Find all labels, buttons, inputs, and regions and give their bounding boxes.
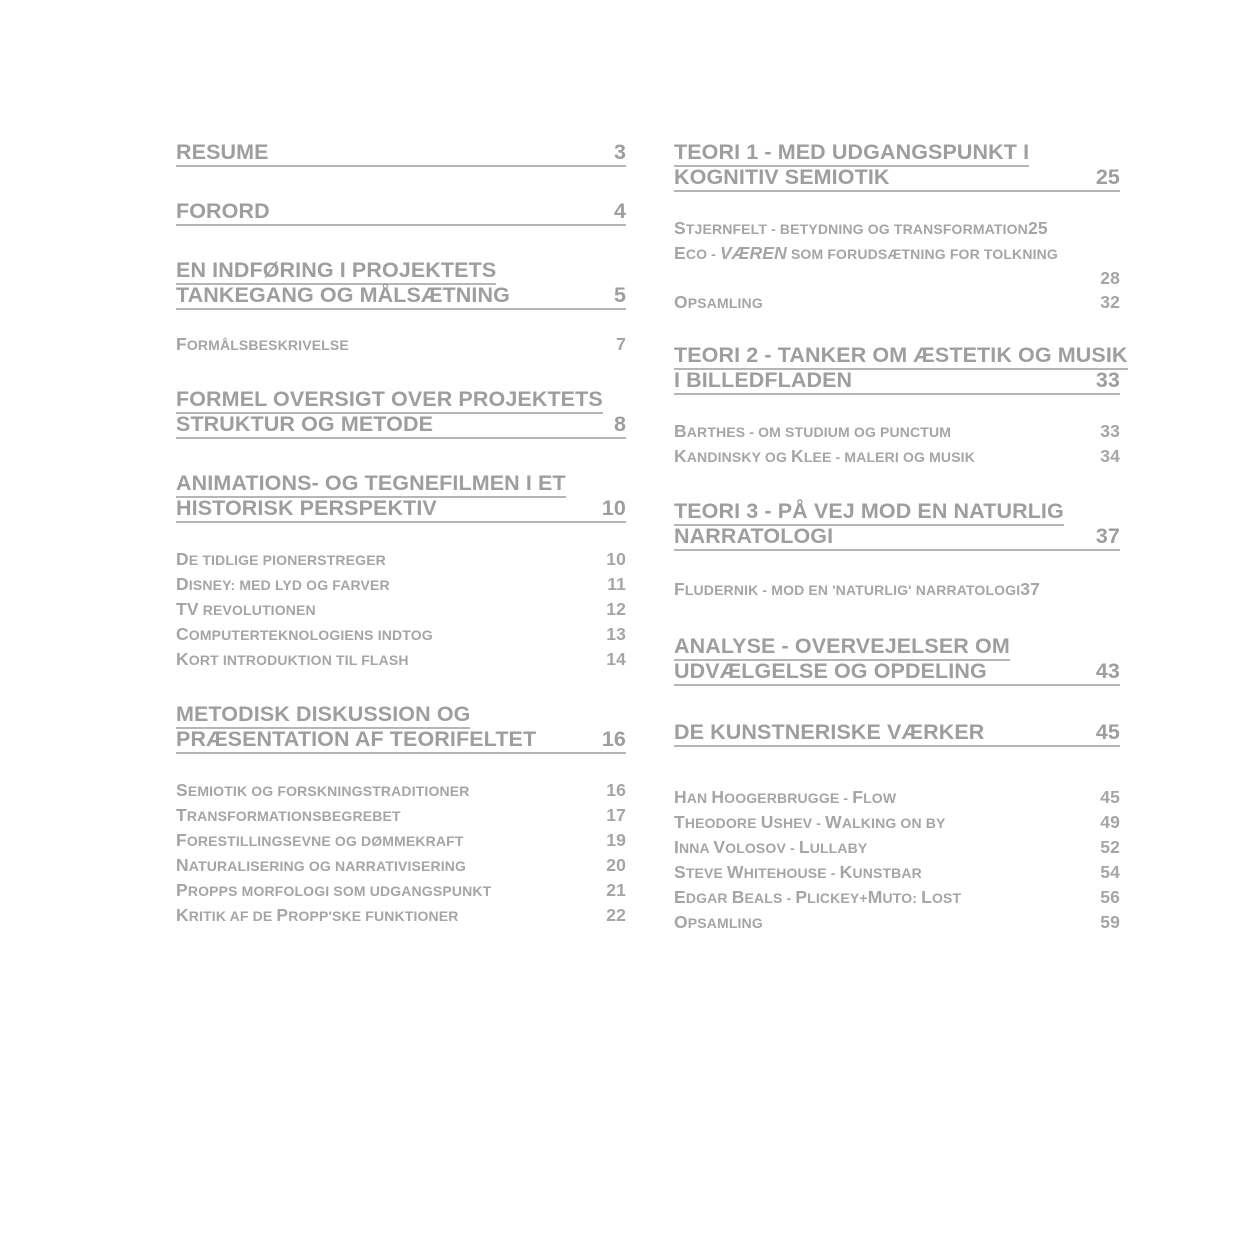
toc-entry-title: FLUDERNIK - MOD EN 'NATURLIG' NARRATOLOGI <box>674 579 1021 599</box>
toc-entry-title: OPSAMLING <box>674 292 763 312</box>
toc-entry-title: FORMÅLSBESKRIVELSE <box>176 334 349 354</box>
toc-entry-title-line2: PRÆSENTATION AF TEORIFELTET <box>176 727 537 751</box>
toc-entry-level2[interactable] <box>674 290 1120 315</box>
toc-entry-title-line1: METODISK DISKUSSION OG <box>176 702 470 729</box>
toc-entry-page: 34 <box>1100 446 1120 466</box>
toc-entry-level1[interactable] <box>674 720 1120 747</box>
toc-entry-title-line2: NARRATOLOGI <box>674 524 834 548</box>
toc-entry-title-line1: ANIMATIONS- OG TEGNEFILMEN I ET <box>176 471 566 498</box>
toc-entry-page: 37 <box>1020 579 1041 599</box>
toc-entry-level2[interactable] <box>176 878 626 903</box>
toc-entry-level2[interactable] <box>674 216 1120 241</box>
toc-entry-title: BARTHES - OM STUDIUM OG PUNCTUM <box>674 421 952 441</box>
toc-entry-page: 13 <box>606 624 626 644</box>
toc-entry-page: 45 <box>1100 787 1120 807</box>
toc-entry-title: KORT INTRODUKTION TIL FLASH <box>176 649 409 669</box>
toc-subentry-group <box>176 778 626 928</box>
toc-entry-level2[interactable] <box>674 444 1120 469</box>
toc-entry-title: STJERNFELT - BETYDNING OG TRANSFORMATION <box>674 218 1028 238</box>
toc-entry-title-line1: ANALYSE - OVERVEJELSER OM <box>674 634 1010 661</box>
toc-entry-page: 10 <box>606 549 626 569</box>
toc-entry-title-line2: TANKEGANG OG MÅLSÆTNING <box>176 283 510 307</box>
toc-entry-page: 25 <box>1027 218 1048 238</box>
toc-subentry-group <box>674 216 1120 315</box>
toc-entry-level1[interactable] <box>176 140 626 167</box>
toc-entry-title: PROPPS MORFOLOGI SOM UDGANGSPUNKT <box>176 880 492 900</box>
toc-subentry-group <box>674 785 1120 935</box>
toc-subentry-group <box>176 547 626 672</box>
toc-entry-page: 52 <box>1100 837 1120 857</box>
toc-entry-page: 22 <box>606 905 626 925</box>
toc-entry-page: 49 <box>1100 812 1120 832</box>
toc-entry-level2[interactable] <box>674 860 1120 885</box>
toc-entry-page: 16 <box>601 727 626 751</box>
toc-entry-title: TV REVOLUTIONEN <box>176 599 316 619</box>
toc-entry-title: STEVE WHITEHOUSE - KUNSTBAR <box>674 862 922 882</box>
toc-entry-page: 28 <box>1100 268 1120 288</box>
toc-entry-title: NATURALISERING OG NARRATIVISERING <box>176 855 467 875</box>
toc-entry-level2[interactable] <box>176 803 626 828</box>
toc-entry-page: 54 <box>1100 862 1120 882</box>
toc-entry-level2[interactable] <box>176 622 626 647</box>
toc-entry-title: DE KUNSTNERISKE VÆRKER <box>674 720 985 744</box>
toc-entry-page: 59 <box>1100 912 1120 932</box>
toc-entry-title: TRANSFORMATIONSBEGREBET <box>176 805 401 825</box>
toc-column-right <box>674 140 1128 935</box>
toc-entry-page: 19 <box>606 830 626 850</box>
toc-entry-level2[interactable] <box>674 419 1120 444</box>
toc-entry-level2[interactable] <box>176 572 626 597</box>
toc-entry-title: SEMIOTIK OG FORSKNINGSTRADITIONER <box>176 780 470 800</box>
toc-entry-title: OPSAMLING <box>674 912 763 932</box>
toc-entry-level2[interactable] <box>674 810 1120 835</box>
toc-column-left <box>176 140 626 928</box>
toc-entry-page: 56 <box>1100 887 1120 907</box>
toc-entry-title: RESUME <box>176 140 269 164</box>
toc-entry-title-line1: FORMEL OVERSIGT OVER PROJEKTETS <box>176 387 603 414</box>
toc-entry-level1[interactable] <box>674 499 1120 551</box>
toc-entry-level1[interactable] <box>674 343 1128 395</box>
toc-entry-title: FORESTILLINGSEVNE OG DØMMEKRAFT <box>176 830 464 850</box>
toc-entry-title-line1: TEORI 2 - TANKER OM ÆSTETIK OG MUSIK <box>674 343 1128 370</box>
toc-entry-title: EDGAR BEALS - PLICKEY+MUTO: LOST <box>674 887 962 907</box>
toc-entry-page: 32 <box>1100 292 1120 312</box>
toc-entry-title-line2: UDVÆLGELSE OG OPDELING <box>674 659 987 683</box>
toc-entry-level1[interactable] <box>176 199 626 226</box>
toc-entry-page: 5 <box>613 283 626 307</box>
toc-entry-title: DE TIDLIGE PIONERSTREGER <box>176 549 386 569</box>
toc-entry-title-line2: KOGNITIV SEMIOTIK <box>674 165 890 189</box>
toc-entry-page: 12 <box>606 599 626 619</box>
toc-entry-level2[interactable] <box>176 547 626 572</box>
toc-entry-level2[interactable] <box>176 647 626 672</box>
toc-entry-page: 16 <box>606 780 626 800</box>
toc-entry-page: 43 <box>1095 659 1120 683</box>
toc-entry-title: ECO - VÆREN SOM FORUDSÆTNING FOR TOLKNING <box>674 243 1058 263</box>
toc-entry-level2[interactable] <box>176 903 626 928</box>
toc-entry-title-line1: TEORI 3 - PÅ VEJ MOD EN NATURLIG <box>674 499 1064 526</box>
toc-entry-page: 33 <box>1095 368 1120 392</box>
toc-columns <box>0 140 1240 935</box>
toc-entry-level1[interactable] <box>674 140 1120 192</box>
toc-entry-page: 11 <box>607 574 626 594</box>
toc-entry-title-line2: HISTORISK PERSPEKTIV <box>176 496 437 520</box>
toc-entry-title: KRITIK AF DE PROPP'SKE FUNKTIONER <box>176 905 459 925</box>
toc-entry-level2[interactable] <box>176 332 626 357</box>
toc-entry-title-line2: I BILLEDFLADEN <box>674 368 853 392</box>
toc-entry-level1[interactable] <box>176 471 626 523</box>
toc-entry-title: COMPUTERTEKNOLOGIENS INDTOG <box>176 624 433 644</box>
toc-entry-page: 8 <box>613 412 626 436</box>
toc-entry-title: DISNEY: MED LYD OG FARVER <box>176 574 390 594</box>
toc-entry-page: 20 <box>606 855 626 875</box>
toc-entry-title: FORORD <box>176 199 270 223</box>
toc-subentry-group <box>674 419 1120 469</box>
toc-entry-page: 4 <box>613 199 626 223</box>
toc-entry-page: 25 <box>1095 165 1120 189</box>
toc-entry-title-line1: TEORI 1 - MED UDGANGSPUNKT I <box>674 140 1029 167</box>
toc-entry-page: 21 <box>606 880 626 900</box>
toc-entry-title: HAN HOOGERBRUGGE - FLOW <box>674 787 897 807</box>
toc-entry-level2[interactable] <box>674 885 1120 910</box>
toc-entry-level2[interactable] <box>674 910 1120 935</box>
toc-entry-title: INNA VOLOSOV - LULLABY <box>674 837 868 857</box>
toc-entry-level2[interactable] <box>674 785 1120 810</box>
toc-entry-level2[interactable] <box>176 778 626 803</box>
toc-entry-level2[interactable] <box>176 597 626 622</box>
toc-entry-level2[interactable] <box>176 828 626 853</box>
toc-entry-level1[interactable] <box>176 258 626 310</box>
toc-entry-level1[interactable] <box>674 634 1120 686</box>
toc-entry-page: 17 <box>606 805 626 825</box>
toc-entry-page: 33 <box>1100 421 1120 441</box>
toc-entry-title: THEODORE USHEV - WALKING ON BY <box>674 812 946 832</box>
toc-entry-level2[interactable] <box>176 853 626 878</box>
toc-entry-title-line2: STRUKTUR OG METODE <box>176 412 434 436</box>
toc-entry-page: 3 <box>613 140 626 164</box>
toc-entry-level2[interactable] <box>674 577 1120 602</box>
toc-entry-level1[interactable] <box>176 387 626 439</box>
toc-entry-level2[interactable] <box>674 241 1120 290</box>
toc-entry-page: 37 <box>1095 524 1120 548</box>
toc-entry-title-line1: EN INDFØRING I PROJEKTETS <box>176 258 496 285</box>
toc-entry-page: 45 <box>1095 720 1120 744</box>
toc-entry-page: 7 <box>616 334 626 354</box>
toc-entry-level2[interactable] <box>674 835 1120 860</box>
toc-entry-level1[interactable] <box>176 702 626 754</box>
toc-entry-title: KANDINSKY OG KLEE - MALERI OG MUSIK <box>674 446 975 466</box>
toc-entry-page: 14 <box>606 649 626 669</box>
toc-entry-page: 10 <box>601 496 626 520</box>
